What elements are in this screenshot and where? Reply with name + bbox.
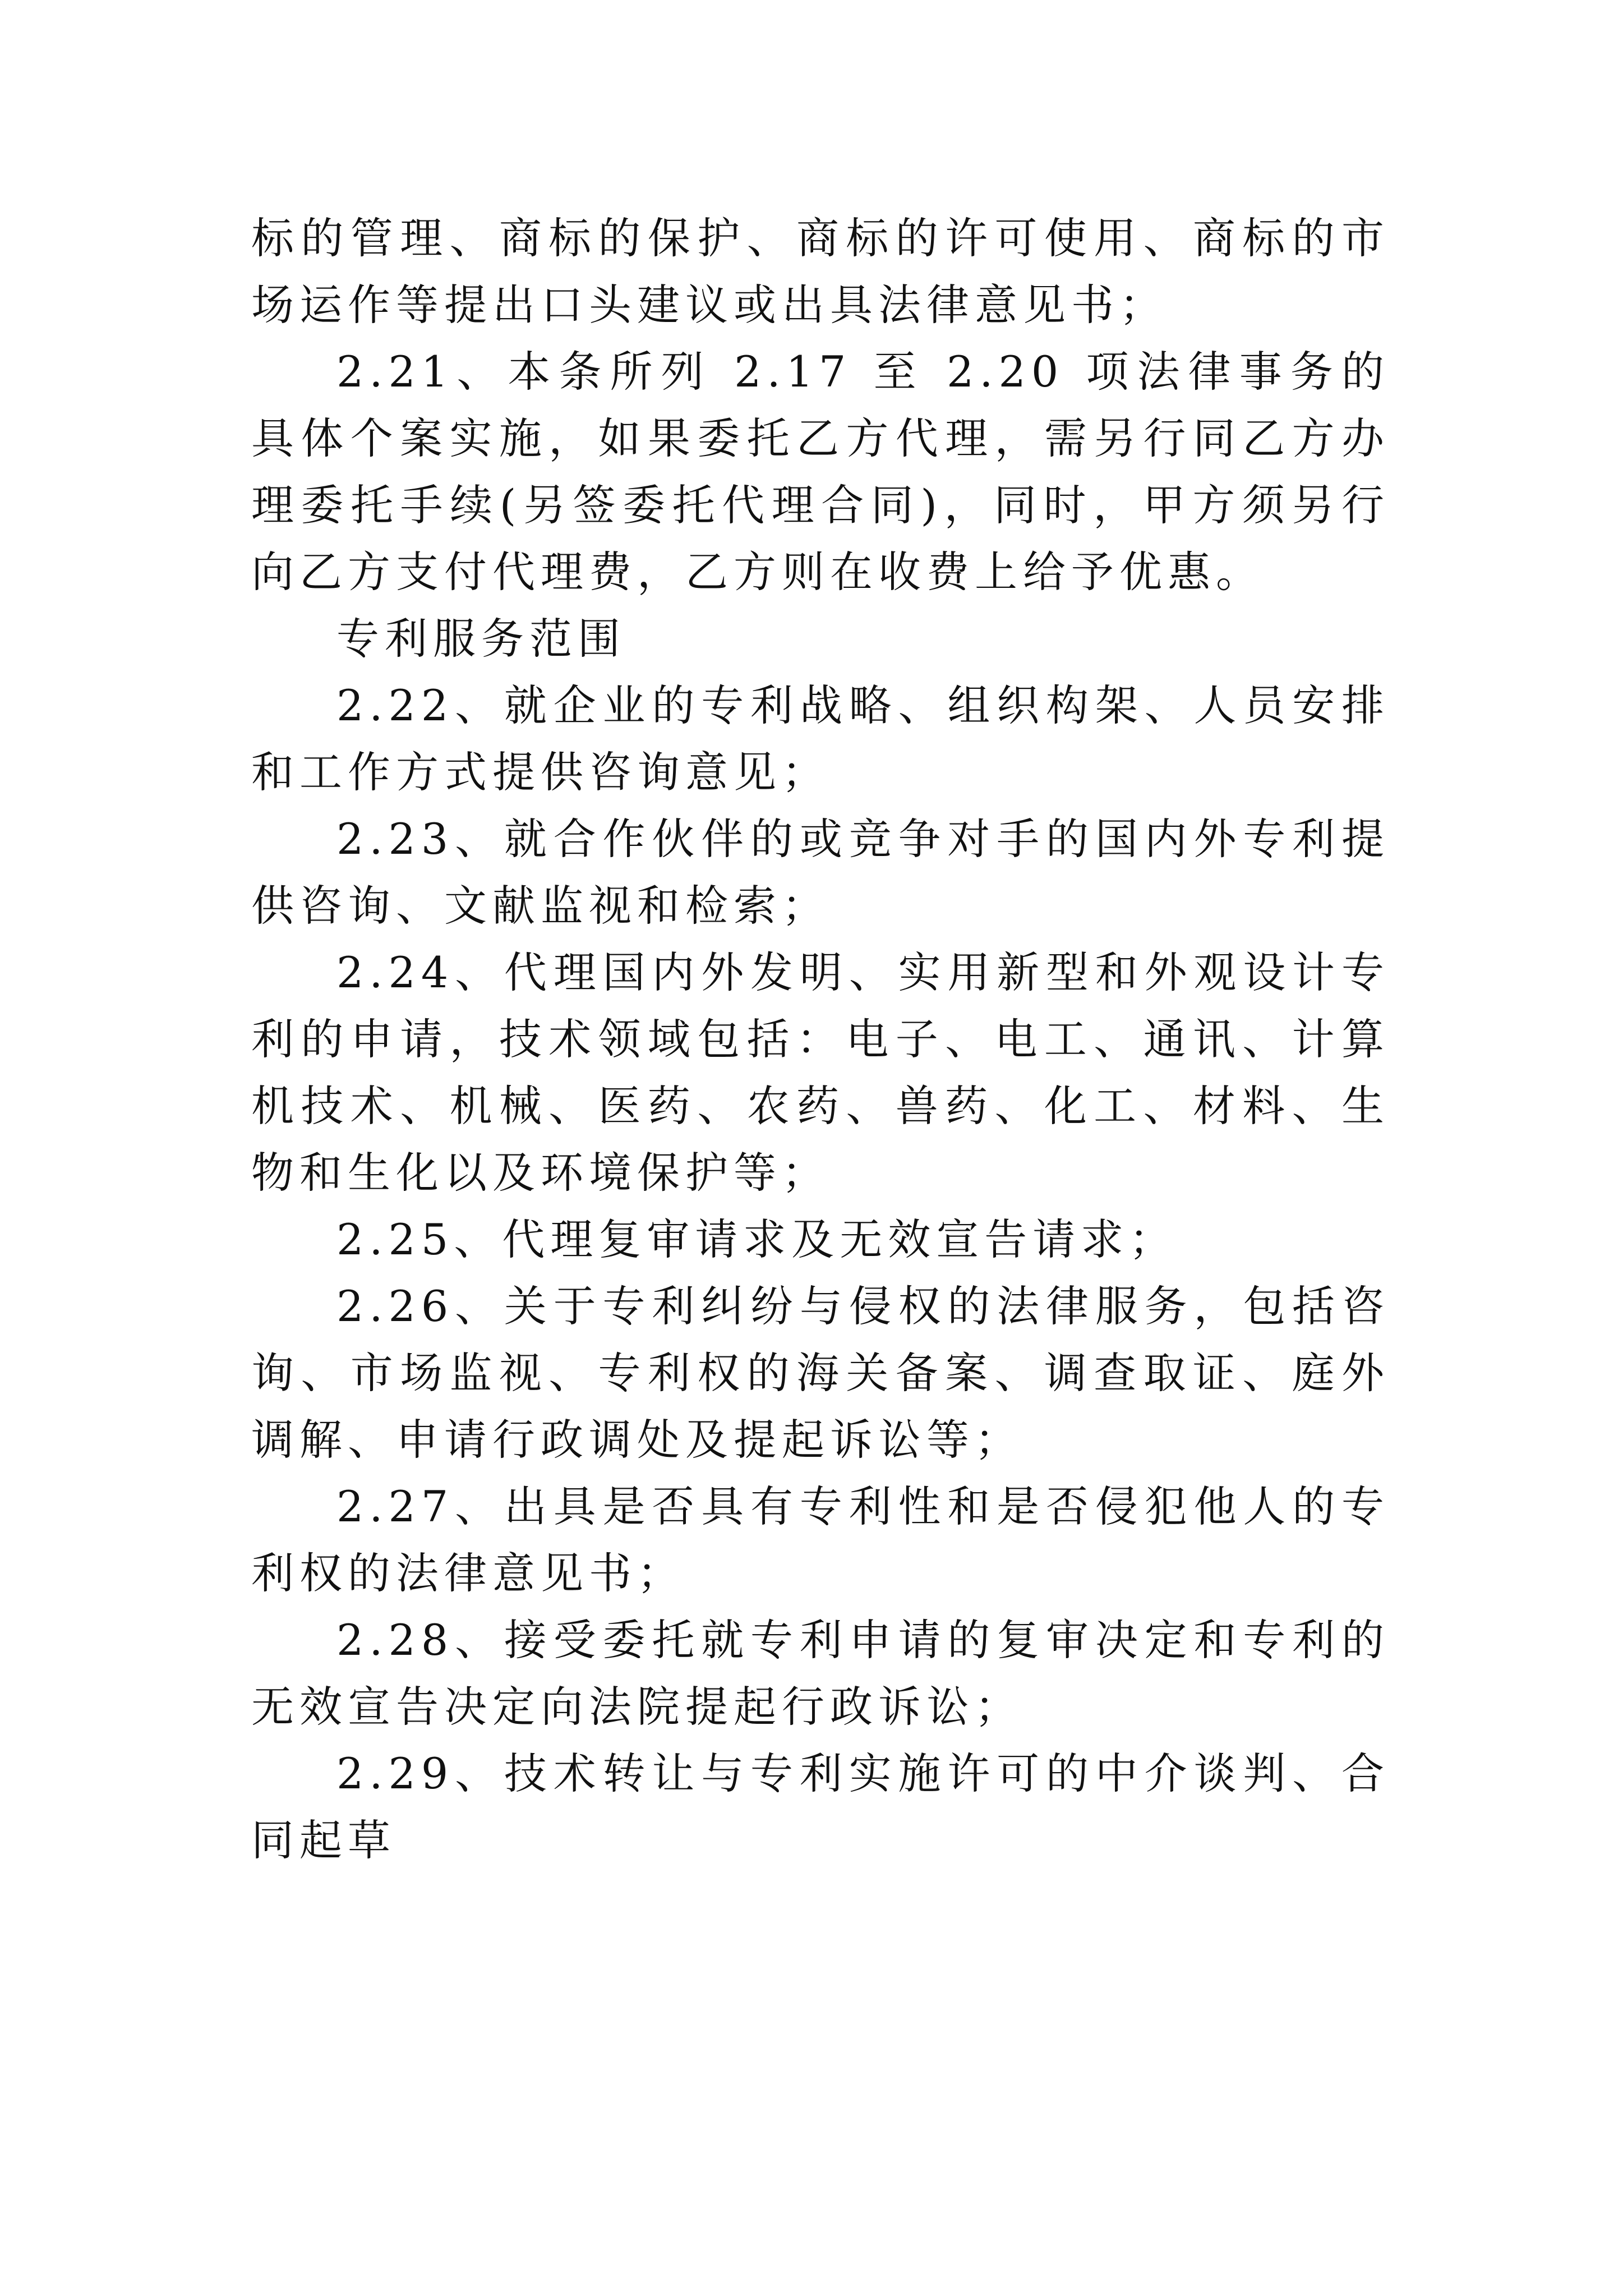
paragraph-2-22: 2.22、就企业的专利战略、组织构架、人员安排和工作方式提供咨询意见； (251, 680, 1390, 797)
paragraph-2-25: 2.25、代理复审请求及无效宣告请求； (336, 1214, 1178, 1264)
paragraph-2-27: 2.27、出具是否具有专利性和是否侵犯他人的专利权的法律意见书； (251, 1481, 1390, 1598)
document-body (251, 205, 1390, 1874)
paragraph-2-21: 2.21、本条所列 2.17 至 2.20 项法律事务的具体个案实施，如果委托乙方代理，需另行同乙方办理委托手续(另签委托代理合同)，同时，甲方须另行向乙方支付代理费，乙方则在收费上给予优惠。 (251, 347, 1390, 597)
paragraph-2-24: 2.24、代理国内外发明、实用新型和外观设计专利的申请，技术领域包括：电子、电工、通讯、计算机技术、机械、医药、农药、兽药、化工、材料、生物和生化以及环境保护等； (251, 947, 1390, 1198)
section-heading-patent-services: 专利服务范围 (336, 614, 626, 664)
paragraph-2-23: 2.23、就合作伙伴的或竞争对手的国内外专利提供咨询、文献监视和检索； (251, 814, 1390, 931)
paragraph-continuation: 标的管理、商标的保护、商标的许可使用、商标的市场运作等提出口头建议或出具法律意见书； (251, 213, 1390, 330)
paragraph-2-29: 2.29、技术转让与专利实施许可的中介谈判、合同起草 (251, 1749, 1390, 1865)
paragraph-2-28: 2.28、接受委托就专利申请的复审决定和专利的无效宣告决定向法院提起行政诉讼； (251, 1615, 1390, 1732)
paragraph-2-26: 2.26、关于专利纠纷与侵权的法律服务，包括咨询、市场监视、专利权的海关备案、调查取证、庭外调解、申请行政调处及提起诉讼等； (251, 1281, 1390, 1465)
